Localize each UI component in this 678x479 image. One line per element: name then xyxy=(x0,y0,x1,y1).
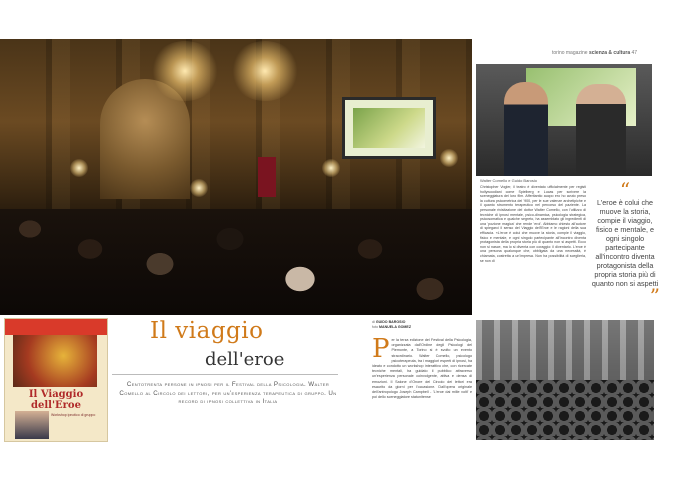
article-text: er la terza edizione del Festival della Psicologia, organizzata dall'Ordine degli Psicologi del Piemonte, a Torino si è svolto un evento straordinario. Walter Comello, psicologo psicoterapeuta, tra i maggiori esperti di ipnosi, ha ideato e condotto un workshop interattivo che, con ricercate tecniche mentali, ha guidato il pubblico attraverso un'esperienza personale coinvolgente, attiva e densa di emozioni. Il Salone d'Onore del Circolo dei lettori era esaurito da giorni per l'occasione. Dall'opera originale dell'antropologo Joseph Campbell - 'L'eroe dai mille volti' e poi dello sceneggiatore statunitense xyxy=(372,338,472,400)
article-lead: Centotrenta persone in ipnosi per il Festival della Psicologia. Walter Comello al Circolo dei lettori, per un'esperienza terapeutica di gruppo. Un record di ipnosi collettiva in Italia xyxy=(119,381,337,406)
cover-title: Il Viaggio dell'Eroe xyxy=(28,389,84,411)
photo-audience xyxy=(476,320,654,440)
pull-quote-text: L'eroe è colui che muove la storia, compie il viaggio, fisico e mentale, e ogni singolo partecipante all'incontro diventa protagonista della propria storia più di quanto non si aspetti xyxy=(591,198,659,288)
byline-foto: foto xyxy=(372,325,378,329)
close-quote-icon: ” xyxy=(649,284,660,308)
header-prefix: torino magazine xyxy=(552,50,588,56)
article-body xyxy=(372,334,472,400)
cover-subtitle: Workshop ipnotico di gruppo xyxy=(51,413,96,417)
drop-cap: P xyxy=(372,334,390,364)
body-text-column: Christopher Vogler, il teatro è diventato ufficialmente per registi hollywoodiani come Spielberg e Lucas per scrivere la sceneggiatura dei loro film. Afferitantio aucpo ero ho avuto preso la cultura psicometrica del '900, per le sue valenze archetipiche e il quanto strumento terapeutico nel percorso del paziente. La personale rivisitazione del dottor Walter Comello, con l'utilizzo di tecniche di ipnosi mentale, psico-dinamica, psicologia strategica, psicosomatica e qualche segreto, ha assemblato gli ingredienti di una 'pozione magica' che rende 'eroi'. Abbiamo chiesto all'autore di spiegarci il senso del Viaggio dell'Eroe e le ragioni della sua efficacia. «L'eroe è colui che muove la storia, compie il viaggio, fisico e mentale, e ogni singolo partecipante all'incontro diventa protagonista della propria storia più di quanto non si aspetti. Ecco non si nasce, ma lo si diventa con coraggio: il diventarlo. L'eroe è una persona qualunque che, obbligata da una necessità, è chiamata, costretta a un'impresa. Non ha possibilità di sceglierla, se non di xyxy=(480,185,586,263)
photo-hall xyxy=(0,39,472,315)
header-section: scienza & cultura xyxy=(588,50,631,56)
article-subtitle: dell'eroe xyxy=(205,349,285,370)
projection-screen xyxy=(342,97,436,159)
cover-portrait xyxy=(15,411,49,439)
byline-author: GUIDO BAROSIO xyxy=(375,320,406,324)
page-header xyxy=(552,50,637,56)
open-quote-icon: “ xyxy=(619,178,631,202)
article-title: Il viaggio xyxy=(150,318,264,344)
audience-crowd xyxy=(0,209,472,315)
byline-di: di xyxy=(372,320,375,324)
magazine-cover xyxy=(4,318,108,442)
photo-caption: Walter Comello e Guido Barosio xyxy=(480,178,537,183)
byline xyxy=(372,320,411,330)
title-divider xyxy=(112,374,338,375)
photo-speakers xyxy=(476,64,652,176)
pull-quote xyxy=(590,178,660,308)
cover-illustration xyxy=(13,335,97,387)
page-number: 47 xyxy=(631,50,638,56)
byline-photographer: MANUELA GOMEZ xyxy=(379,325,412,329)
